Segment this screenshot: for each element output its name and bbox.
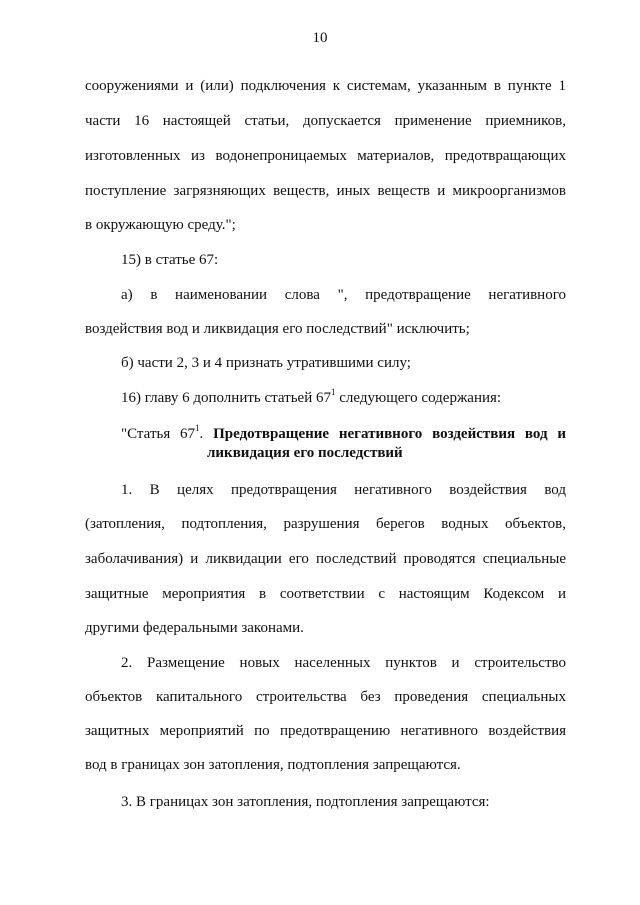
item-16-text: следующего содержания: [335,390,502,406]
clause-1-line: другими федеральными законами. [85,620,304,636]
text-line: части 16 настоящей статьи, допускается применение приемников, [85,113,566,129]
item-16 [121,389,501,407]
page-number: 10 [312,30,328,46]
article-heading-line [121,425,566,443]
item-15b: б) части 2, 3 и 4 признать утратившими силу; [121,355,411,371]
article-dot: . [199,426,214,442]
item-15: 15) в статье 67: [121,252,219,268]
clause-2-line: 2. Размещение новых населенных пунктов и строительство [121,655,566,671]
clause-1-line: защитные мероприятия в соответствии с настоящим Кодексом и [85,586,566,602]
item-15a-line: а) в наименовании слова ", предотвращение негативного [121,287,566,303]
superscript: 1 [331,387,336,397]
item-16-text: 16) главу 6 дополнить статьей 67 [121,390,331,406]
clause-2-line: вод в границах зон затопления, подтопления запрещаются. [85,757,461,773]
clause-1-line: заболачивания) и ликвидации его последствий проводятся специальные [85,551,566,567]
superscript: 1 [195,423,200,433]
text-line: изготовленных из водонепроницаемых материалов, предотвращающих [85,148,566,164]
clause-3: 3. В границах зон затопления, подтопления запрещаются: [121,794,490,810]
clause-2-line: защитных мероприятий по предотвращению негативного воздействия [85,723,566,739]
clause-1-line: (затопления, подтопления, разрушения берегов водных объектов, [85,516,566,532]
item-15a-line: воздействия вод и ликвидация его последствий" исключить; [85,321,470,337]
article-prefix: "Статья 67 [121,426,196,442]
text-line: сооружениями и (или) подключения к системам, указанным в пункте 1 [85,78,566,94]
clause-2-line: объектов капитального строительства без проведения специальных [85,689,566,705]
text-line: в окружающую среду."; [85,217,236,233]
clause-1-line: 1. В целях предотвращения негативного воздействия вод [121,482,566,498]
article-title-line2: ликвидация его последствий [207,445,403,461]
text-line: поступление загрязняющих веществ, иных веществ и микроорганизмов [85,183,566,199]
article-title: Предотвращение негативного воздействия вод и [213,426,567,442]
